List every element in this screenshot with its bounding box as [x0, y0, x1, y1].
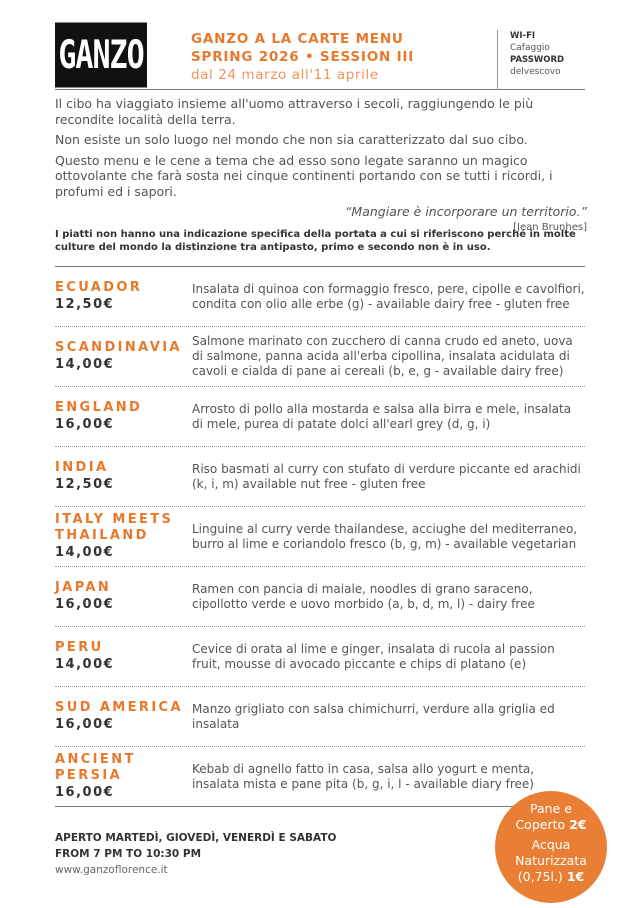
menu-title: GANZO A LA CARTE MENU	[191, 31, 404, 47]
badge-line3: Acqua Naturizzata	[515, 837, 587, 868]
dish-description: Ramen con pancia di maiale, noodles di grano saraceno, cipollotto verde e uovo morbido (a, b, d, m, l) - dairy free	[192, 581, 535, 611]
password-label: PASSWORD	[510, 55, 565, 65]
menu-item	[55, 747, 585, 807]
intro-p2: Non esiste un solo luogo nel mondo che non sia caratterizzato dal suo cibo.	[55, 132, 528, 147]
menu-item	[55, 267, 585, 327]
ganzo-logo: GANZO	[55, 23, 147, 88]
dish-description: Manzo grigliato con salsa chimichurri, verdure alla griglia ed insalata	[192, 701, 555, 731]
country-name: ENGLAND	[55, 399, 143, 415]
dish-price: 16,00€	[55, 416, 115, 432]
wifi-value: Cafaggio	[510, 43, 550, 53]
dates: dal 24 marzo all'11 aprile	[191, 67, 379, 83]
wifi-info	[497, 30, 564, 90]
header	[55, 30, 585, 90]
menu-item	[55, 687, 585, 747]
intro	[55, 96, 587, 235]
menu-list	[55, 266, 585, 807]
dish-description: Arrosto di pollo alla mostarda e salsa alla birra e mele, insalata di mele, purea di patate dolci all'earl grey (d, g, i)	[192, 401, 572, 431]
menu-item	[55, 327, 585, 387]
dish-price: 14,00€	[55, 356, 115, 372]
menu-item-header	[55, 512, 192, 562]
opening-hours: FROM 7 PM TO 10:30 PM	[55, 848, 202, 860]
menu-item	[55, 567, 585, 627]
footer	[55, 830, 336, 878]
dish-price: 12,50€	[55, 476, 115, 492]
opening-days: APERTO MARTEDÌ, GIOVEDÌ, VENERDÌ E SABATO	[55, 832, 337, 844]
menu-item-header	[55, 580, 192, 614]
acqua-price: 1€	[566, 869, 585, 884]
session-title: SPRING 2026 • SESSION III	[191, 49, 415, 65]
country-name: ANCIENT PERSIA	[55, 751, 136, 783]
quote: “Mangiare è incorporare un territorio.”	[344, 204, 587, 219]
menu-item	[55, 627, 585, 687]
dish-price: 16,00€	[55, 596, 115, 612]
menu-item-header	[55, 400, 192, 434]
badge-line2: Coperto	[515, 817, 566, 832]
wifi-label: WI-FI	[510, 31, 536, 41]
intro-p3: Questo menu e le cene a tema che ad esso sono legate saranno un magico ottovolante che farà sosta nei cinque continenti portando con se tutti i ricordi, i profumi ed i sapori.	[55, 152, 553, 199]
country-name: ITALY MEETS THAILAND	[55, 511, 174, 543]
course-note: I piatti non hanno una indicazione specifica della portata a cui si riferiscono perché in molte culture del mondo la distinzione tra antipasto, primo e secondo non è in uso.	[55, 229, 576, 253]
dish-price: 16,00€	[55, 716, 115, 732]
website-link[interactable]: www.ganzoflorence.it	[55, 864, 168, 876]
country-name: INDIA	[55, 459, 109, 475]
menu-item	[55, 387, 585, 447]
menu-item-header	[55, 340, 192, 374]
menu-item-header	[55, 280, 192, 314]
dish-description: Salmone marinato con zucchero di canna crudo ed aneto, uova di salmone, panna acida all'erba cipollina, insalata acidulata di cavoli e cialda di pane ai cereali (b, e, g - available dairy free)	[192, 334, 573, 378]
dish-description: Insalata di quinoa con formaggio fresco, pere, cipolle e cavolfiori, condita con olio alle erbe (g) - available dairy free - gluten free	[192, 281, 585, 311]
country-name: JAPAN	[55, 579, 112, 595]
menu-item	[55, 447, 585, 507]
dish-price: 16,00€	[55, 784, 115, 800]
country-name: ECUADOR	[55, 279, 143, 295]
dish-price: 14,00€	[55, 656, 115, 672]
dish-price: 14,00€	[55, 544, 115, 560]
dish-price: 12,50€	[55, 296, 115, 312]
dish-description: Riso basmati al curry con stufato di verdure piccante ed arachidi (k, i, m) available nut free - gluten free	[192, 461, 581, 491]
quote-author: [Jean Brunhes]	[513, 221, 587, 233]
price-badge	[495, 791, 607, 903]
menu-item-header	[55, 460, 192, 494]
country-name: SCANDINAVIA	[55, 339, 182, 355]
menu-item	[55, 507, 585, 567]
coperto-price: 2€	[569, 817, 587, 832]
menu-item-header	[55, 640, 192, 674]
dish-description: Cevice di orata al lime e ginger, insalata di rucola al passion fruit, mousse di avocado piccante e chips di platano (e)	[192, 641, 555, 671]
dish-description: Kebab di agnello fatto in casa, salsa allo yogurt e menta, insalata mista e pane pita (b, g, i, l - available diary free)	[192, 761, 535, 791]
menu-item-header	[55, 752, 192, 802]
menu-item-header	[55, 700, 192, 734]
country-name: PERU	[55, 639, 104, 655]
country-name: SUD AMERICA	[55, 699, 183, 715]
badge-line1: Pane e	[530, 801, 572, 816]
badge-line4: (0,75l.)	[517, 869, 563, 884]
intro-p1: Il cibo ha viaggiato insieme all'uomo attraverso i secoli, raggiungendo le più recondite località della terra.	[55, 96, 534, 127]
menu-titles	[191, 30, 414, 85]
dish-description: Linguine al curry verde thailandese, acciughe del mediterraneo, burro al lime e coriandolo fresco (b, g, m) - available vegetarian	[192, 521, 578, 551]
password-value: delvescovo	[510, 67, 561, 77]
